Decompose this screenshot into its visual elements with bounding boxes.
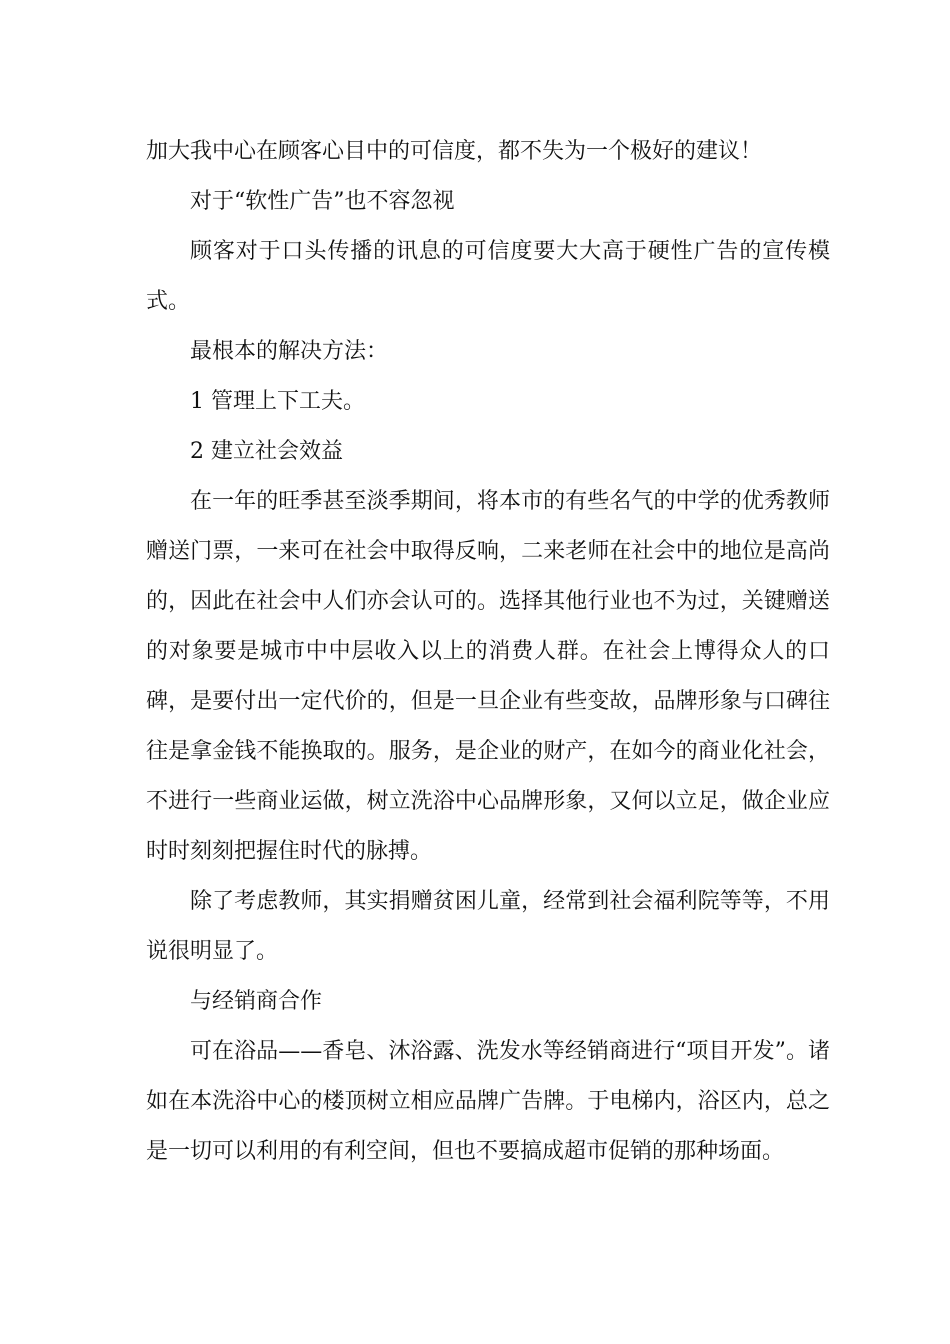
paragraph-word-of-mouth: 顾客对于口头传播的讯息的可信度要大大高于硬性广告的宣传模式。 <box>146 239 830 314</box>
list-item-social-benefit: 2 建立社会效益 <box>190 439 343 464</box>
heading-fundamental-solution: 最根本的解决方法： <box>190 339 389 364</box>
document-body <box>146 127 830 1177</box>
heading-soft-advertising: 对于“软性广告”也不容忽视 <box>190 189 455 214</box>
heading-dealer-cooperation: 与经销商合作 <box>190 989 323 1014</box>
paragraph-dealer-projects: 可在浴品——香皂、沐浴露、洗发水等经销商进行“项目开发”。诸如在本洗浴中心的楼顶树立相应品牌广告牌。于电梯内，浴区内，总之是一切可以利用的有利空间，但也不要搞成超市促销的那种场面。 <box>146 1039 830 1164</box>
list-item-management: 1 管理上下工夫。 <box>190 389 365 414</box>
paragraph-teacher-tickets: 在一年的旺季甚至淡季期间，将本市的有些名气的中学的优秀教师赠送门票，一来可在社会中取得反响，二来老师在社会中的地位是高尚的，因此在社会中人们亦会认可的。选择其他行业也不为过，关键赠送的对象要是城市中中层收入以上的消费人群。在社会上博得众人的口碑，是要付出一定代价的，但是一旦企业有些变故，品牌形象与口碑往往是拿金钱不能换取的。服务，是企业的财产，在如今的商业化社会，不进行一些商业运做，树立洗浴中心品牌形象，又何以立足，做企业应时时刻刻把握住时代的脉搏。 <box>146 489 830 864</box>
paragraph-charity: 除了考虑教师，其实捐赠贫困儿童，经常到社会福利院等等，不用说很明显了。 <box>146 889 830 964</box>
paragraph-credibility: 加大我中心在顾客心目中的可信度，都不失为一个极好的建议！ <box>146 139 763 164</box>
